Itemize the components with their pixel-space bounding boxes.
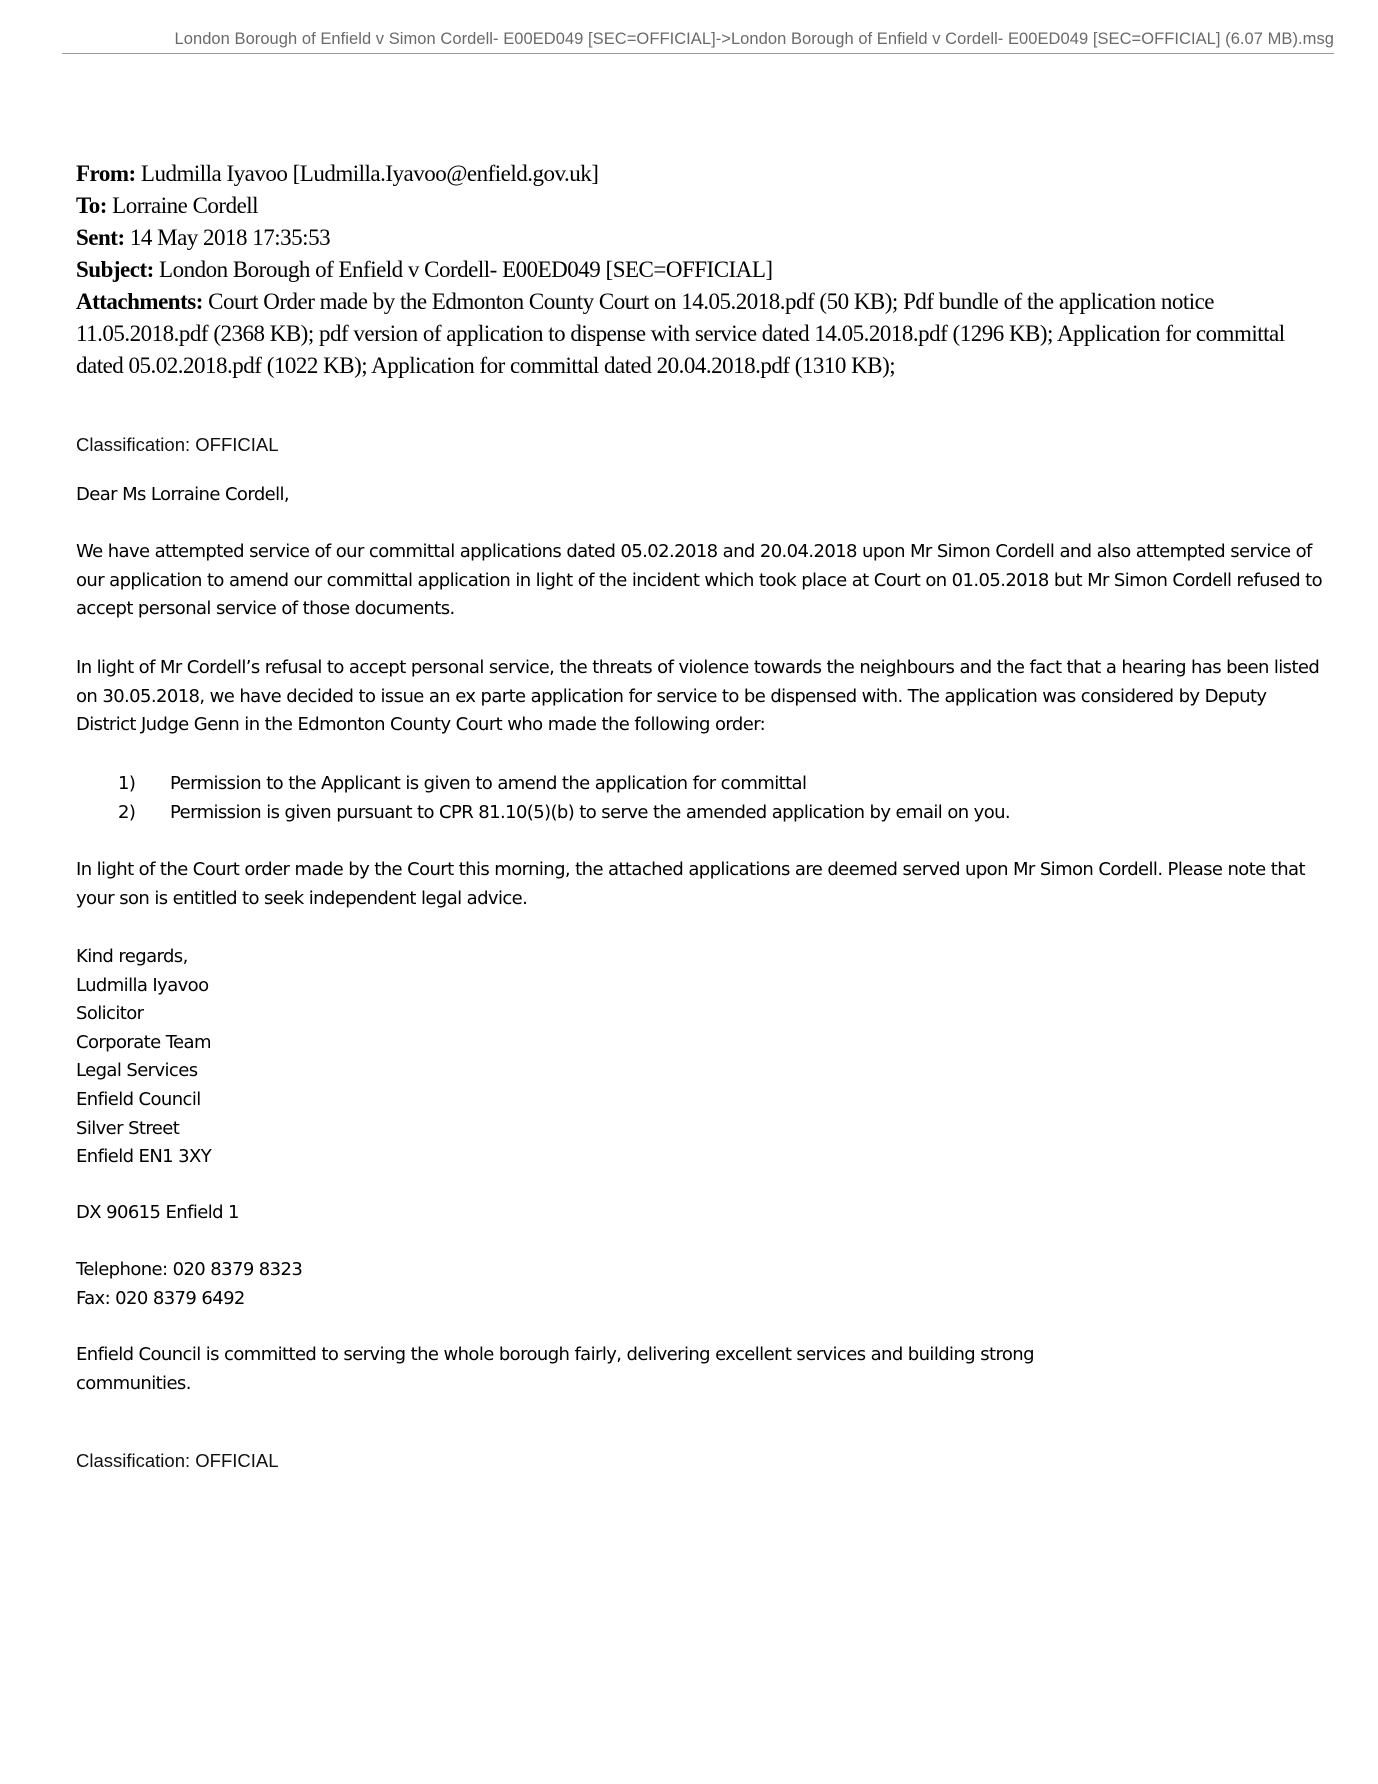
- contact-details: [76, 1256, 1326, 1313]
- fax-number: Fax: 020 8379 6492: [76, 1287, 245, 1309]
- greeting: Dear Ms Lorraine Cordell,: [76, 484, 290, 505]
- signature-name: Ludmilla Iyavoo: [76, 974, 209, 996]
- signature-role: Solicitor: [76, 1003, 144, 1025]
- body-paragraph-3: In light of the Court order made by the Court this morning, the attached applications are deemed served upon Mr Simon Cordell. Please note that your son is entitled to seek independent legal advice.: [76, 859, 1305, 909]
- document-header: [62, 30, 1334, 54]
- sent-label: Sent:: [76, 225, 125, 250]
- attachment-name: Application for committal dated 05.02.2018.pdf: [76, 321, 1285, 378]
- signature-block: [76, 943, 1326, 1172]
- classification-label-bottom: Classification: OFFICIAL: [76, 1450, 279, 1471]
- signature-town-postcode: Enfield EN1 3XY: [76, 1146, 212, 1168]
- subject-row: [76, 254, 1316, 286]
- body-paragraph-1: We have attempted service of our committal applications dated 05.02.2018 and 20.04.2018 upon Mr Simon Cordell and also attempted service of our application to amend our committal application in light of the incident which took place at Court on 01.05.2018 but Mr Simon Cordell refused to accept personal service of those documents.: [76, 541, 1323, 620]
- body-paragraph-2: In light of Mr Cordell’s refusal to accept personal service, the threats of violence towards the neighbours and the fact that a hearing has been listed on 30.05.2018, we have decided to issue an ex parte application for service to be dispensed with. The application was considered by Deputy District Judge Genn in the Edmonton County Court who made the following order:: [76, 657, 1320, 736]
- to-label: To:: [76, 193, 107, 218]
- telephone-number: Telephone: 020 8379 8323: [76, 1259, 303, 1280]
- from-row: [76, 158, 1316, 190]
- attachment-item[interactable]: [371, 353, 895, 378]
- council-motto: Enfield Council is committed to serving the whole borough fairly, delivering excellent services and building strong communities.: [76, 1344, 1034, 1394]
- order-item: [76, 770, 1326, 799]
- order-item: [76, 799, 1326, 828]
- sent-value: 14 May 2018 17:35:53: [129, 225, 331, 250]
- attachment-name: Pdf bundle of the application notice 11.05.2018.pdf: [76, 289, 1215, 346]
- classification-label-top: Classification: OFFICIAL: [76, 434, 279, 455]
- order-item-number: 1): [118, 773, 136, 794]
- signature-closing: Kind regards,: [76, 946, 188, 967]
- attachments-row: [76, 286, 1316, 382]
- attachment-item[interactable]: [319, 321, 1053, 346]
- to-row: [76, 190, 1316, 222]
- order-item-text: Permission to the Applicant is given to amend the application for committal: [170, 773, 807, 794]
- order-item-text: Permission is given pursuant to CPR 81.10(5)(b) to serve the amended application by email on you.: [170, 801, 1011, 823]
- attachment-size: (1022 KB);: [266, 353, 368, 378]
- attachment-name: pdf version of application to dispense with service dated 14.05.2018.pdf: [318, 321, 948, 346]
- order-item-number: 2): [118, 801, 136, 823]
- signature-street: Silver Street: [76, 1117, 180, 1139]
- attachment-size: (50 KB);: [819, 289, 898, 314]
- attachment-name: Application for committal dated 20.04.2018.pdf: [371, 353, 790, 378]
- document-title: London Borough of Enfield v Simon Cordell- E00ED049 [SEC=OFFICIAL]->London Borough of Enfield v Cordell- E00ED049 [SEC=OFFICIAL] (6.07 MB).msg: [174, 30, 1334, 48]
- sent-row: [76, 222, 1316, 254]
- signature-organisation: Enfield Council: [76, 1088, 201, 1110]
- signature-team: Corporate Team: [76, 1031, 211, 1053]
- email-headers: [76, 158, 1316, 382]
- attachment-size: (1310 KB);: [794, 353, 896, 378]
- attachments-label: Attachments:: [76, 289, 203, 314]
- dx-address: DX 90615 Enfield 1: [76, 1202, 239, 1223]
- subject-value: London Borough of Enfield v Cordell- E00ED049 [SEC=OFFICIAL]: [159, 257, 773, 282]
- signature-department: Legal Services: [76, 1060, 198, 1082]
- to-value: Lorraine Cordell: [112, 193, 259, 218]
- subject-label: Subject:: [76, 257, 154, 282]
- from-label: From:: [76, 161, 136, 186]
- from-value: Ludmilla Iyavoo [Ludmilla.Iyavoo@enfield.gov.uk]: [140, 161, 599, 186]
- attachment-size: (1296 KB);: [952, 321, 1053, 346]
- attachment-name: Court Order made by the Edmonton County Court on 14.05.2018.pdf: [208, 289, 815, 314]
- attachment-size: (2368 KB);: [213, 321, 314, 346]
- attachment-item[interactable]: [208, 289, 898, 314]
- court-order-list: [76, 770, 1326, 827]
